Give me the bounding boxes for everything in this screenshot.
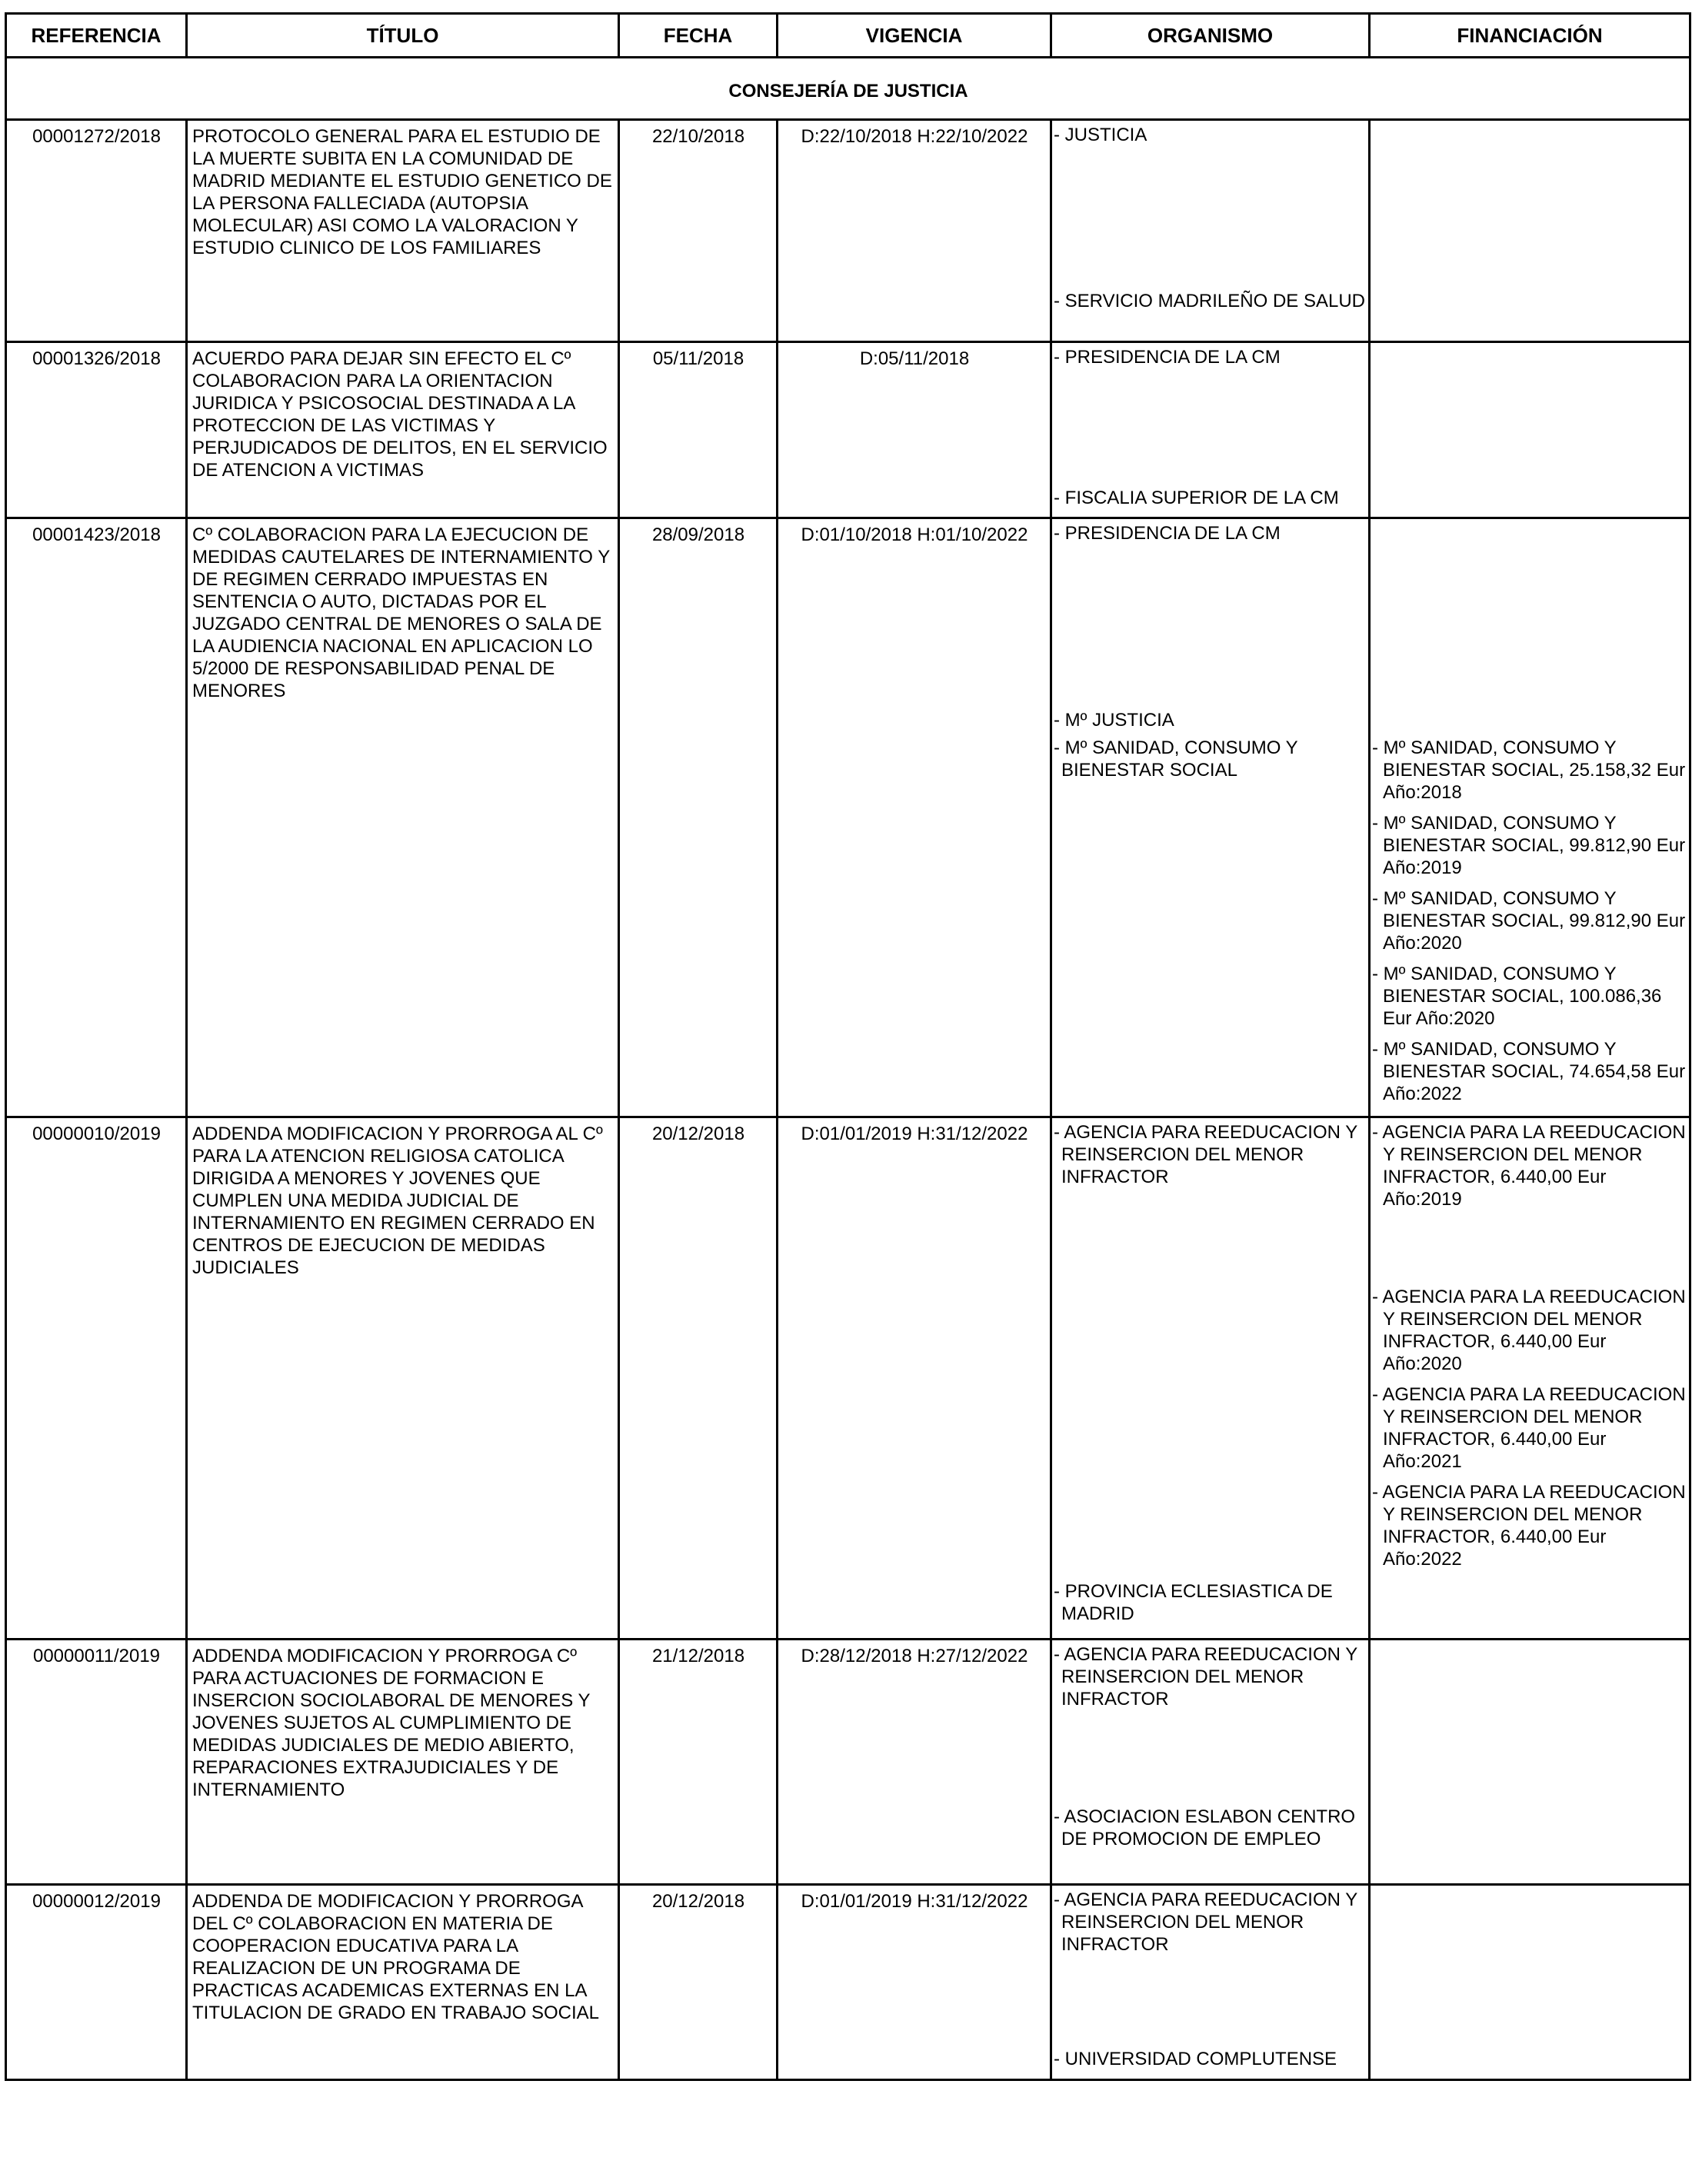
organismo-item: - UNIVERSIDAD COMPLUTENSE bbox=[1054, 2049, 1337, 2069]
header-vigencia: VIGENCIA bbox=[778, 14, 1051, 58]
table-row bbox=[6, 1885, 1690, 2080]
financiacion-item: - Mº SANIDAD, CONSUMO Y BIENESTAR SOCIAL, 74.654,58 Eur Año:2022 bbox=[1372, 1039, 1686, 1104]
convenios-table bbox=[5, 12, 1691, 2081]
cell-referencia: 00001423/2018 bbox=[6, 518, 187, 1117]
financiacion-item: - Mº SANIDAD, CONSUMO Y BIENESTAR SOCIAL, 99.812,90 Eur Año:2020 bbox=[1372, 888, 1686, 954]
cell-organismo bbox=[1051, 1640, 1370, 1885]
organismo-item: - Mº JUSTICIA bbox=[1054, 710, 1174, 731]
cell-financiacion bbox=[1370, 342, 1690, 518]
financiacion-item: - AGENCIA PARA LA REEDUCACION Y REINSERCION DEL MENOR INFRACTOR, 6.440,00 Eur Año:2022 bbox=[1372, 1482, 1686, 1570]
cell-financiacion bbox=[1370, 120, 1690, 342]
organismo-item: - ASOCIACION ESLABON CENTRO DE PROMOCION DE EMPLEO bbox=[1054, 1806, 1356, 1849]
cell-vigencia: D:01/01/2019 H:31/12/2022 bbox=[778, 1117, 1051, 1640]
cell-referencia: 00001272/2018 bbox=[6, 120, 187, 342]
header-row bbox=[6, 14, 1690, 58]
cell-vigencia: D:01/10/2018 H:01/10/2022 bbox=[778, 518, 1051, 1117]
cell-fecha: 28/09/2018 bbox=[619, 518, 778, 1117]
financiacion-item: - Mº SANIDAD, CONSUMO Y BIENESTAR SOCIAL, 25.158,32 Eur Año:2018 bbox=[1372, 737, 1686, 803]
cell-financiacion bbox=[1370, 1117, 1690, 1640]
cell-organismo bbox=[1051, 342, 1370, 518]
organismo-item: - Mº SANIDAD, CONSUMO Y BIENESTAR SOCIAL bbox=[1054, 737, 1298, 781]
financiacion-item: - AGENCIA PARA LA REEDUCACION Y REINSERCION DEL MENOR INFRACTOR, 6.440,00 Eur Año:2021 bbox=[1372, 1384, 1686, 1472]
cell-fecha: 22/10/2018 bbox=[619, 120, 778, 342]
cell-financiacion bbox=[1370, 1885, 1690, 2080]
cell-titulo: ADDENDA MODIFICACION Y PRORROGA Cº PARA ACTUACIONES DE FORMACION E INSERCION SOCIOLABORAL DE MENORES Y JOVENES SUJETOS AL CUMPLIMIENTO DE MEDIDAS JUDICIALES DE MEDIO ABIERTO, REPARACIONES EXTRAJUDICIALES Y DE INTERNAMIENTO bbox=[187, 1640, 619, 1885]
cell-referencia: 00000012/2019 bbox=[6, 1885, 187, 2080]
header-fecha: FECHA bbox=[619, 14, 778, 58]
financiacion-item: - AGENCIA PARA LA REEDUCACION Y REINSERCION DEL MENOR INFRACTOR, 6.440,00 Eur Año:2020 bbox=[1372, 1287, 1686, 1374]
table-row bbox=[6, 1117, 1690, 1640]
cell-fecha: 20/12/2018 bbox=[619, 1885, 778, 2080]
organismo-item: - AGENCIA PARA REEDUCACION Y REINSERCION DEL MENOR INFRACTOR bbox=[1054, 1122, 1357, 1187]
table-row bbox=[6, 120, 1690, 342]
organismo-item: - FISCALIA SUPERIOR DE LA CM bbox=[1054, 488, 1339, 508]
cell-organismo bbox=[1051, 1117, 1370, 1640]
organismo-item: - JUSTICIA bbox=[1054, 125, 1147, 145]
cell-referencia: 00000010/2019 bbox=[6, 1117, 187, 1640]
table-row bbox=[6, 1640, 1690, 1885]
organismo-item: - AGENCIA PARA REEDUCACION Y REINSERCION DEL MENOR INFRACTOR bbox=[1054, 1644, 1357, 1710]
header-organismo: ORGANISMO bbox=[1051, 14, 1370, 58]
header-financiacion: FINANCIACIÓN bbox=[1370, 14, 1690, 58]
table-row bbox=[6, 342, 1690, 518]
cell-organismo bbox=[1051, 518, 1370, 1117]
cell-vigencia: D:05/11/2018 bbox=[778, 342, 1051, 518]
financiacion-item: - Mº SANIDAD, CONSUMO Y BIENESTAR SOCIAL, 100.086,36 Eur Año:2020 bbox=[1372, 964, 1662, 1029]
organismo-item: - PRESIDENCIA DE LA CM bbox=[1054, 523, 1281, 544]
table-row bbox=[6, 518, 1690, 1117]
cell-titulo: ADDENDA DE MODIFICACION Y PRORROGA DEL Cº COLABORACION EN MATERIA DE COOPERACION EDUCATIVA PARA LA REALIZACION DE UN PROGRAMA DE PRACTICAS ACADEMICAS EXTERNAS EN LA TITULACION DE GRADO EN TRABAJO SOCIAL bbox=[187, 1885, 619, 2080]
cell-titulo: Cº COLABORACION PARA LA EJECUCION DE MEDIDAS CAUTELARES DE INTERNAMIENTO Y DE REGIMEN CERRADO IMPUESTAS EN SENTENCIA O AUTO, DICTADAS POR EL JUZGADO CENTRAL DE MENORES O SALA DE LA AUDIENCIA NACIONAL EN APLICACION LO 5/2000 DE RESPONSABILIDAD PENAL DE MENORES bbox=[187, 518, 619, 1117]
organismo-item: - PRESIDENCIA DE LA CM bbox=[1054, 347, 1281, 368]
section-title: CONSEJERÍA DE JUSTICIA bbox=[6, 58, 1690, 120]
organismo-item: - PROVINCIA ECLESIASTICA DE MADRID bbox=[1054, 1581, 1333, 1624]
cell-referencia: 00001326/2018 bbox=[6, 342, 187, 518]
cell-vigencia: D:22/10/2018 H:22/10/2022 bbox=[778, 120, 1051, 342]
cell-financiacion bbox=[1370, 1640, 1690, 1885]
cell-referencia: 00000011/2019 bbox=[6, 1640, 187, 1885]
cell-titulo: PROTOCOLO GENERAL PARA EL ESTUDIO DE LA MUERTE SUBITA EN LA COMUNIDAD DE MADRID MEDIANTE EL ESTUDIO GENETICO DE LA PERSONA FALLECIADA (AUTOPSIA MOLECULAR) ASI COMO LA VALORACION Y ESTUDIO CLINICO DE LOS FAMILIARES bbox=[187, 120, 619, 342]
organismo-item: - SERVICIO MADRILEÑO DE SALUD bbox=[1054, 291, 1365, 311]
cell-titulo: ADDENDA MODIFICACION Y PRORROGA AL Cº PARA LA ATENCION RELIGIOSA CATOLICA DIRIGIDA A MENORES Y JOVENES QUE CUMPLEN UNA MEDIDA JUDICIAL DE INTERNAMIENTO EN REGIMEN CERRADO EN CENTROS DE EJECUCION DE MEDIDAS JUDICIALES bbox=[187, 1117, 619, 1640]
cell-fecha: 20/12/2018 bbox=[619, 1117, 778, 1640]
cell-fecha: 21/12/2018 bbox=[619, 1640, 778, 1885]
header-referencia: REFERENCIA bbox=[6, 14, 187, 58]
cell-titulo: ACUERDO PARA DEJAR SIN EFECTO EL Cº COLABORACION PARA LA ORIENTACION JURIDICA Y PSICOSOCIAL DESTINADA A LA PROTECCION DE LAS VICTIMAS Y PERJUDICADOS DE DELITOS, EN EL SERVICIO DE ATENCION A VICTIMAS bbox=[187, 342, 619, 518]
cell-financiacion bbox=[1370, 518, 1690, 1117]
cell-organismo bbox=[1051, 120, 1370, 342]
cell-vigencia: D:28/12/2018 H:27/12/2022 bbox=[778, 1640, 1051, 1885]
section-row bbox=[6, 58, 1690, 120]
cell-fecha: 05/11/2018 bbox=[619, 342, 778, 518]
cell-vigencia: D:01/01/2019 H:31/12/2022 bbox=[778, 1885, 1051, 2080]
organismo-item: - AGENCIA PARA REEDUCACION Y REINSERCION DEL MENOR INFRACTOR bbox=[1054, 1889, 1357, 1955]
financiacion-item: - AGENCIA PARA LA REEDUCACION Y REINSERCION DEL MENOR INFRACTOR, 6.440,00 Eur Año:2019 bbox=[1372, 1122, 1686, 1210]
header-titulo: TÍTULO bbox=[187, 14, 619, 58]
financiacion-item: - Mº SANIDAD, CONSUMO Y BIENESTAR SOCIAL, 99.812,90 Eur Año:2019 bbox=[1372, 813, 1686, 878]
cell-organismo bbox=[1051, 1885, 1370, 2080]
